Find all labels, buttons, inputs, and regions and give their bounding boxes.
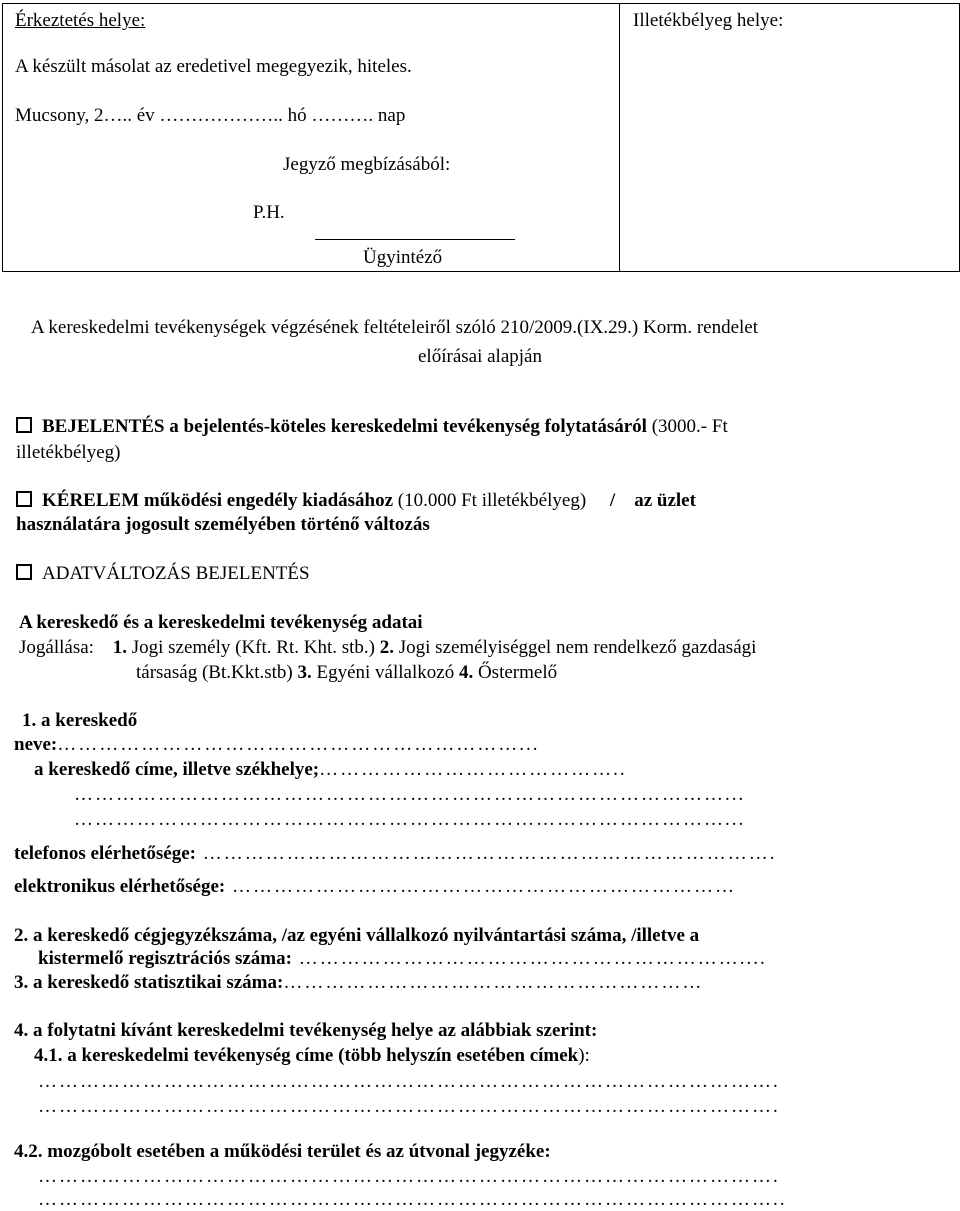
s42-dots-2[interactable]: …………………………………………………………………………………………….. <box>38 1189 787 1210</box>
s3-dots: …………………………………………………… <box>283 972 704 993</box>
s3-label: 3. a kereskedő statisztikai száma: <box>14 972 284 993</box>
legal-option-2-text: Jogi személyiséggel nem rendelkező gazdasági <box>393 637 757 658</box>
address-field[interactable] <box>34 759 627 781</box>
trader-section-title: A kereskedő és a kereskedelmi tevékenység adatai <box>19 612 423 633</box>
legal-option-1-number: 1. <box>112 637 127 658</box>
option-change[interactable] <box>16 563 310 585</box>
header-divider <box>619 4 620 271</box>
name-dots: …………………………………………………………... <box>57 734 540 755</box>
report-label-bold: BEJELENTÉS a bejelentés-köteles kereskedelmi tevékenység folytatásáról <box>42 416 647 437</box>
s3-field[interactable] <box>14 972 703 994</box>
legal-option-3-number: 3. <box>297 662 312 683</box>
legal-status-label: Jogállása: <box>19 637 94 658</box>
s41-title-rest: ): <box>578 1045 590 1066</box>
s41-title-bold: 4.1. a kereskedelmi tevékenység címe (több helyszín esetében címek <box>34 1045 579 1066</box>
address-line-3[interactable]: …………………………………………………………………………………... <box>74 809 746 830</box>
legal-option-2-number: 2. <box>379 637 394 658</box>
option-request[interactable] <box>16 490 696 512</box>
legal-status-line-1 <box>19 637 756 659</box>
report-checkbox[interactable] <box>16 417 32 433</box>
intro-line-1: A kereskedelmi tevékenységek végzésének feltételeiről szóló 210/2009.(IX.29.) Korm. rendelet <box>31 317 759 338</box>
stamp-place: Illetékbélyeg helye: <box>633 10 784 31</box>
legal-option-3-text: Egyéni vállalkozó <box>311 662 459 683</box>
s2-dots: ……………………………………………………….... <box>291 948 767 969</box>
request-label-mid: (10.000 Ft illetékbélyeg) <box>393 490 610 511</box>
change-label: ADATVÁLTOZÁS BEJELENTÉS <box>42 563 310 584</box>
change-checkbox[interactable] <box>16 564 32 580</box>
address-line-2[interactable]: …………………………………………………………………………………... <box>74 784 746 805</box>
phone-dots: ………………………………………………………………………. <box>196 843 777 864</box>
report-label-rest: (3000.- Ft <box>646 416 728 437</box>
s2-line-1: 2. a kereskedő cégjegyzékszáma, /az egyéni vállalkozó nyilvántartási száma, /illetve a <box>14 925 700 946</box>
date-line: Mucsony, 2….. év ……………….. hó ………. nap <box>15 105 406 126</box>
phone-label: telefonos elérhetősége: <box>14 843 197 864</box>
option-report[interactable] <box>16 416 728 438</box>
name-field[interactable] <box>14 734 540 756</box>
s1-title: 1. a kereskedő <box>22 710 138 731</box>
email-dots: ……………………………………………………………… <box>225 876 736 897</box>
request-label-line2: használatára jogosult személyében történő változás <box>16 514 430 535</box>
legal-status-line-2 <box>136 662 557 684</box>
legal-option-4-number: 4. <box>458 662 474 683</box>
s42-dots-1[interactable]: ……………………………………………………………………………………………. <box>38 1166 780 1187</box>
legal-option-2-text-cont: társaság (Bt.Kkt.stb) <box>136 662 298 683</box>
signature-line <box>315 239 515 240</box>
s2-field[interactable] <box>38 948 767 970</box>
email-label: elektronikus elérhetősége: <box>14 876 226 897</box>
address-label: a kereskedő címe, illetve székhelye; <box>34 759 320 780</box>
request-checkbox[interactable] <box>16 491 32 507</box>
address-dots: …………………………………….. <box>319 759 627 780</box>
request-label-bold2: / az üzlet <box>609 490 696 511</box>
s41-dots-2[interactable]: ……………………………………………………………………………………………. <box>38 1096 780 1117</box>
request-label-bold: KÉRELEM működési engedély kiadásához <box>42 490 394 511</box>
header-table <box>2 3 960 272</box>
legal-option-4-text: Őstermelő <box>473 662 558 683</box>
s42-title: 4.2. mozgóbolt esetében a működési terület és az útvonal jegyzéke: <box>14 1141 551 1162</box>
s2-label: kistermelő regisztrációs száma: <box>38 948 292 969</box>
certified-copy-text: A készült másolat az eredetivel megegyezik, hiteles. <box>15 56 412 77</box>
legal-option-1-text: Jogi személy (Kft. Rt. Kht. stb.) <box>126 637 380 658</box>
clerk-label: Ügyintéző <box>363 247 443 268</box>
received-place: Érkeztetés helye: <box>15 10 146 31</box>
s41-title <box>34 1045 590 1067</box>
intro-line-2: előírásai alapján <box>418 346 542 367</box>
s4-title: 4. a folytatni kívánt kereskedelmi tevékenység helye az alábbiak szerint: <box>14 1020 598 1041</box>
notary-text: Jegyző megbízásából: <box>283 154 451 175</box>
ph-text: P.H. <box>253 202 285 223</box>
email-field[interactable] <box>14 876 736 898</box>
s41-dots-1[interactable]: ……………………………………………………………………………………………. <box>38 1071 780 1092</box>
report-label-line2: illetékbélyeg) <box>16 442 121 463</box>
name-label: neve: <box>14 734 58 755</box>
phone-field[interactable] <box>14 843 777 865</box>
